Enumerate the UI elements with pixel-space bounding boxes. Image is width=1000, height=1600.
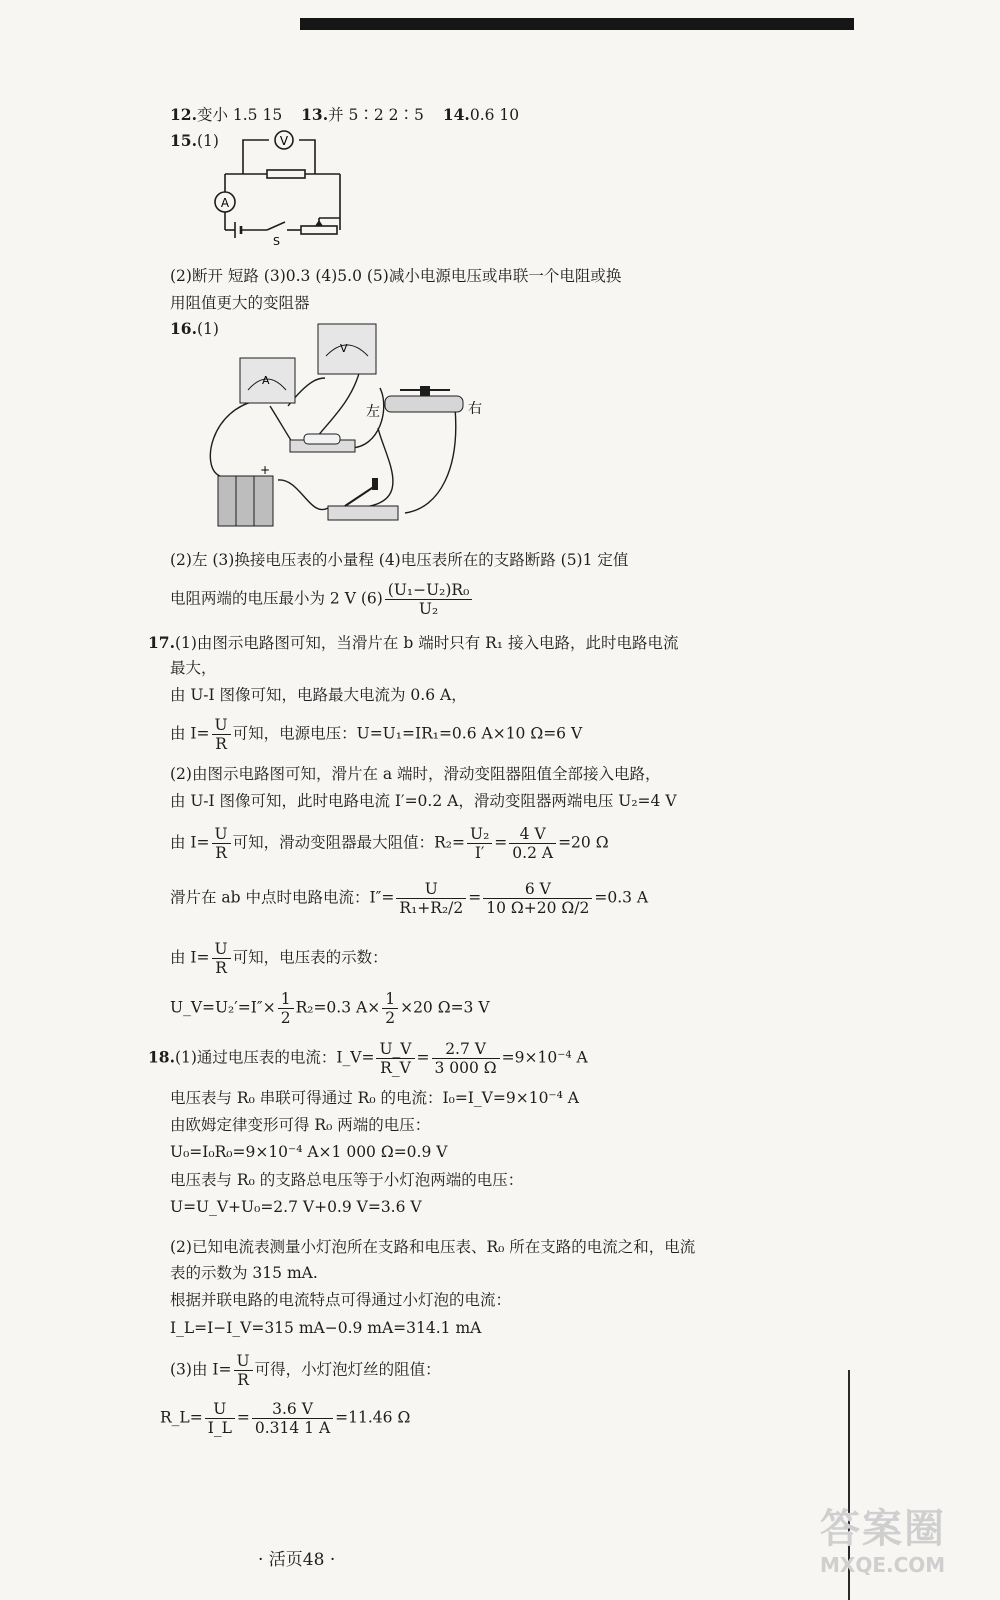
fraction-denominator: 3 000 Ω	[434, 1059, 497, 1077]
watermark-text: 答案圈	[820, 1506, 946, 1552]
watermark-logo	[820, 1505, 946, 1577]
fraction	[252, 1400, 333, 1437]
text: U_V=U₂′=I″×	[170, 998, 276, 1017]
q16-physical-circuit	[200, 318, 500, 533]
q18-number: 18.	[148, 1047, 175, 1067]
q18-line4: U₀=I₀R₀=9×10⁻⁴ A×1 000 Ω=0.9 V	[170, 1143, 448, 1161]
fraction-numerator: U	[205, 1400, 235, 1419]
fraction-u-over-r	[212, 716, 231, 753]
text: 滑片在 ab 中点时电路电流：I″=	[170, 888, 395, 907]
q18-line11	[170, 1352, 441, 1389]
q14-number: 14.	[442, 105, 470, 124]
fraction-denominator: 2	[280, 1009, 291, 1027]
q17-number: 17.	[148, 633, 175, 652]
text: 由 I=	[170, 724, 210, 743]
fraction-numerator: U	[234, 1352, 253, 1371]
fraction	[396, 880, 466, 917]
q16-answers-line-cont	[170, 581, 474, 618]
fraction-denominator: R	[215, 959, 227, 977]
text: R₂=0.3 A×	[295, 998, 381, 1017]
rheostat-left-label: 左	[366, 404, 380, 420]
text: ×20 Ω=3 V	[400, 998, 490, 1017]
fraction-denominator: R₁+R₂/2	[399, 899, 464, 917]
text: 可知，电源电压：U=U₁=IR₁=0.6 A×10 Ω=6 V	[232, 724, 583, 743]
q17-line3: 由 U-I 图像可知，电路最大电流为 0.6 A，	[170, 686, 467, 704]
fraction-half	[278, 990, 294, 1027]
ammeter-a-label: A	[262, 374, 270, 387]
fraction-denominator: 0.2 A	[512, 844, 554, 862]
fraction	[509, 825, 556, 862]
voltmeter-label: V	[279, 134, 289, 148]
text: 可得，小灯泡灯丝的阻值：	[254, 1360, 441, 1379]
q13-number: 13.	[301, 105, 329, 124]
fraction	[376, 1040, 414, 1077]
fraction-numerator: U	[212, 716, 231, 735]
fraction-denominator: R_V	[380, 1059, 411, 1077]
q17-line2: 最大，	[170, 659, 217, 677]
q17-text: (1)由图示电路图可知，当滑片在 b 端时只有 R₁ 接入电路，此时电路电流	[174, 634, 679, 652]
q18-line8: 表的示数为 315 mA.	[170, 1264, 318, 1282]
text: R_L=	[160, 1408, 203, 1427]
text: 可知，滑动变阻器最大阻值：R₂=	[232, 833, 465, 852]
fraction-numerator: U	[396, 880, 466, 899]
q16-text: 电阻两端的电压最小为 2 V (6)	[170, 589, 383, 608]
fraction-denominator: I_L	[207, 1419, 232, 1437]
q18-line6: U=U_V+U₀=2.7 V+0.9 V=3.6 V	[170, 1198, 422, 1216]
q12-number: 12.	[170, 105, 197, 124]
q14-answer: 0.6 10	[469, 106, 520, 124]
q18-line2: 电压表与 R₀ 串联可得通过 R₀ 的电流：I₀=I_V=9×10⁻⁴ A	[170, 1089, 579, 1107]
fraction-half	[382, 990, 398, 1027]
top-rule	[300, 18, 854, 30]
rheostat-right-label: 右	[468, 401, 482, 417]
fraction	[483, 880, 592, 917]
q17-line5: (2)由图示电路图可知，滑片在 a 端时，滑动变阻器阻值全部接入电路，	[170, 765, 661, 783]
fraction-numerator: 3.6 V	[252, 1400, 333, 1419]
fraction-denominator: R	[215, 735, 227, 753]
switch-label: S	[273, 235, 280, 248]
fraction-numerator: 4 V	[509, 825, 556, 844]
q18-line7: (2)已知电流表测量小灯泡所在支路和电压表、R₀ 所在支路的电流之和，电流	[170, 1238, 696, 1256]
q17-line9	[170, 940, 388, 977]
q16-part1: (1)	[196, 320, 219, 338]
fraction-denominator: 10 Ω+20 Ω/2	[486, 899, 590, 917]
text: =9×10⁻⁴ A	[501, 1048, 588, 1067]
fraction-numerator: 2.7 V	[432, 1040, 500, 1059]
fraction	[205, 1400, 235, 1437]
ammeter-label: A	[220, 196, 230, 210]
fraction-denominator: R	[215, 844, 227, 862]
text: 由 I=	[170, 833, 210, 852]
fraction-denominator: 0.314 1 A	[254, 1419, 331, 1437]
q18-line5: 电压表与 R₀ 的支路总电压等于小灯泡两端的电压：	[170, 1171, 524, 1189]
fraction	[432, 1040, 500, 1077]
fraction-numerator: 1	[382, 990, 398, 1009]
q12-answer: 变小 1.5 15	[196, 106, 283, 124]
watermark-url: MXQE.COM	[820, 1553, 946, 1577]
q15-number: 15.	[170, 131, 197, 150]
fraction-numerator: U	[212, 940, 231, 959]
fraction-numerator: U	[212, 825, 231, 844]
q16-fraction	[385, 581, 473, 618]
q18-line3: 由欧姆定律变形可得 R₀ 两端的电压：	[170, 1116, 431, 1134]
q16-number: 16.	[170, 319, 197, 338]
fraction-u-over-r	[234, 1352, 253, 1389]
fraction-denominator: U₂	[418, 600, 439, 618]
answers-12-14	[170, 104, 519, 126]
fraction-u-over-r	[212, 940, 231, 977]
q17-line6: 由 U-I 图像可知，此时电路电流 I′=0.2 A，滑动变阻器两端电压 U₂=4 V	[170, 792, 677, 810]
text: 可知，电压表的示数：	[232, 948, 388, 967]
q15-answers-line-cont: 用阻值更大的变阻器	[170, 294, 310, 312]
fraction-numerator: 1	[278, 990, 294, 1009]
text: (3)由 I=	[170, 1360, 232, 1379]
fraction-denominator: 2	[385, 1009, 396, 1027]
fraction	[467, 825, 492, 862]
q17-line1	[148, 632, 678, 654]
q15-part1: (1)	[196, 132, 219, 150]
page-number: · 活页48 ·	[258, 1550, 336, 1570]
text: =0.3 A	[594, 888, 649, 907]
fraction-numerator: (U₁−U₂)R₀	[385, 581, 473, 600]
fraction-u-over-r	[212, 825, 231, 862]
q15-answers-line: (2)断开 短路 (3)0.3 (4)5.0 (5)减小电源电压或串联一个电阻或换	[170, 267, 622, 285]
fraction-numerator: 6 V	[483, 880, 592, 899]
q17-line7: 由 I= $\frac{U}{R}$ 可知，滑动变阻器最大阻值：R₂= $\frac{\text{U₂}}{I'}$ = $\frac{4 V}{0.2 A}$ =20 Ω	[170, 825, 609, 862]
fraction-numerator: U_V	[376, 1040, 414, 1059]
q18-line1: 18.(1)通过电压表的电流：I_V= $\frac{U\_V}{R\_V}$ = $\frac{2.7 V}{3 000 \Omega}$ =9×10⁻⁴ A	[148, 1040, 588, 1077]
q17-line8: 滑片在 ab 中点时电路电流：I″= $\frac{U}{\text{R₁+R₂/2}}$ = $\frac{6 V}{10 \Omega+20 \Omega/2}$ =0.3 A	[170, 880, 649, 917]
q16-answers-line: (2)左 (3)换接电压表的小量程 (4)电压表所在的支路断路 (5)1 定值	[170, 551, 629, 569]
q18-line9: 根据并联电路的电流特点可得通过小灯泡的电流：	[170, 1291, 512, 1309]
text: =20 Ω	[558, 833, 609, 852]
q18-line12: R_L= $\frac{U}{I\_L}$ = $\frac{3.6 V}{0.314 1 A}$ =11.46 Ω	[160, 1400, 411, 1437]
q18-line10: I_L=I−I_V=315 mA−0.9 mA=314.1 mA	[170, 1319, 482, 1337]
text: (1)通过电压表的电流：I_V=	[174, 1048, 375, 1067]
voltmeter-v-label: V	[340, 342, 348, 355]
fraction-denominator: R	[237, 1371, 249, 1389]
q17-line10	[170, 990, 490, 1027]
text: =11.46 Ω	[335, 1408, 411, 1427]
battery-plus-label: +	[260, 463, 271, 477]
q13-answer: 并 5∶2 2∶5	[328, 106, 424, 124]
q17-line4	[170, 716, 582, 753]
fraction-denominator: I′	[474, 844, 485, 862]
q15-circuit-diagram	[205, 130, 355, 250]
fraction-numerator: U₂	[467, 825, 492, 844]
text: 由 I=	[170, 948, 210, 967]
